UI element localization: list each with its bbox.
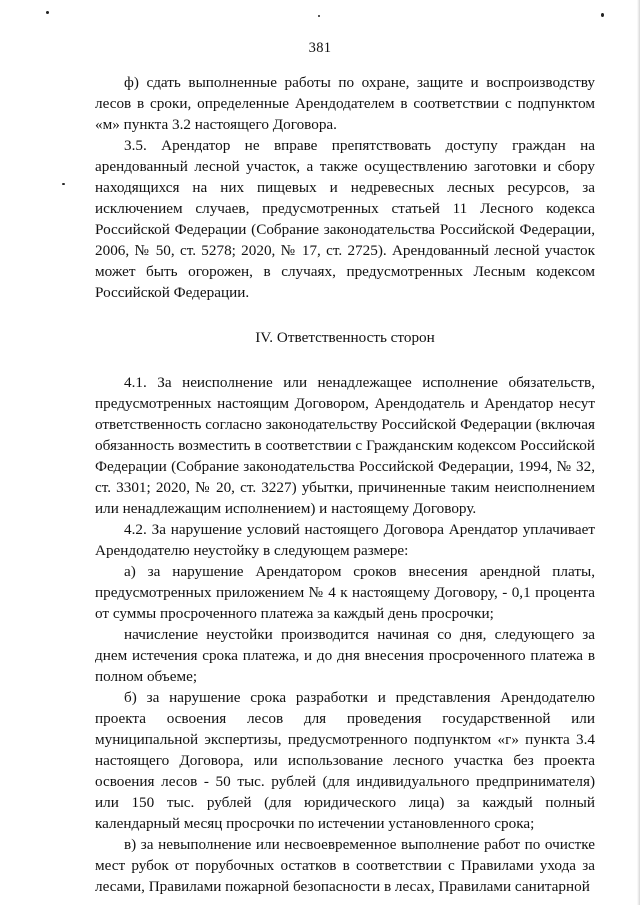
paragraph-b: б) за нарушение срока разработки и представления Арендодателю проекта освоения лесов для проведения государственной или муниципальной экспертизы, предусмотренного подпунктом «г» пункта 3.4 настоящего Договора, или использование лесного участка без проекта освоения лесов - 50 тыс. рублей (для индивидуального предпринимателя) или 150 тыс. рублей (для юридического лица) за каждый полный календарный месяц просрочки по истечении установленного срока; [95,689,595,832]
paragraph-4-1: 4.1. За неисполнение или ненадлежащее исполнение обязательств, предусмотренных настоящим Договором, Арендодатель и Арендатор несут ответственность согласно законодательству Российской Федерации (включая обязанность возместить в соответствии с Гражданским кодексом Российской Федерации (Собрание законодательства Российской Федерации, 1994, № 32, ст. 3301; 2020, № 20, ст. 3227) убытки, причиненные таким неисполнением или ненадлежащим исполнением) и настоящему Договору. [95,374,595,517]
paragraph-a: а) за нарушение Арендатором сроков внесения арендной платы, предусмотренных приложением № 4 к настоящему Договору, - 0,1 процента от суммы просроченного платежа за каждый день просрочки; [95,563,595,622]
section-heading: IV. Ответственность сторон [255,329,435,346]
paragraph-f: ф) сдать выполненные работы по охране, защите и воспроизводству лесов в сроки, определенные Арендодателем в соответствии с подпунктом «м» пункта 3.2 настоящего Договора. [95,74,595,133]
page-number: 381 [308,40,332,56]
paragraph-3-5: 3.5. Арендатор не вправе препятствовать доступу граждан на арендованный лесной участок, а также осуществлению заготовки и сбору находящихся на них пищевых и недревесных лесных ресурсов, за исключением случаев, предусмотренных статьей 11 Лесного кодекса Российской Федерации (Собрание законодательства Российской Федерации, 2006, № 50, ст. 5278; 2020, № 17, ст. 2725). Арендованный лесной участок может быть огорожен, в случаях, предусмотренных Лесным кодексом Российской Федерации. [95,137,595,301]
paragraph-4-2: 4.2. За нарушение условий настоящего Договора Арендатор уплачивает Арендодателю неустойку в следующем размере: [95,521,595,559]
scan-speck [62,183,65,185]
document-body [95,72,595,897]
scan-speck [46,11,49,14]
paragraph-v: в) за невыполнение или несвоевременное выполнение работ по очистке мест рубок от порубочных остатков в соответствии с Правилами ухода за лесами, Правилами пожарной безопасности в лесах, Правилами санитарной [95,836,595,895]
paragraph-penalty-start: начисление неустойки производится начиная со дня, следующего за днем истечения срока платежа, и до дня внесения просроченного платежа в полном объеме; [95,626,595,685]
scan-speck [601,13,604,17]
scan-speck [318,15,320,17]
